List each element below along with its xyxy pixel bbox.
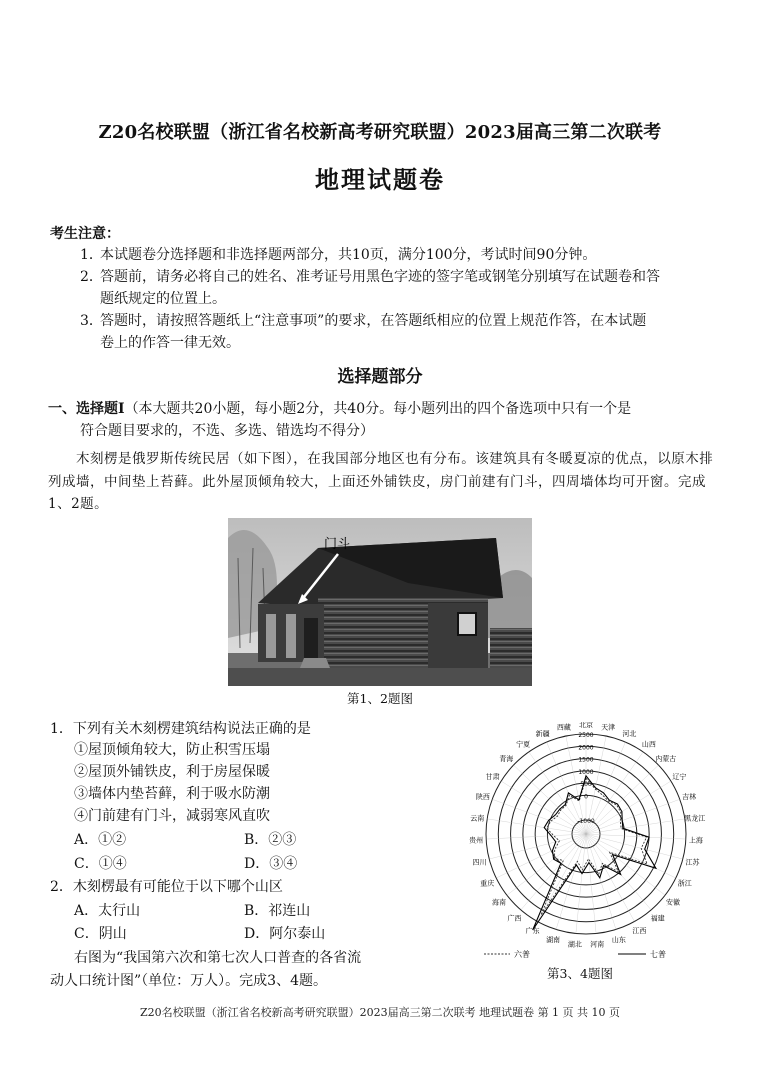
q1-stmt-2: ②屋顶外铺铁皮，利于房屋保暖 xyxy=(74,764,270,780)
notice-item-2 xyxy=(80,266,720,310)
notice-text: 答题时，请按照答题纸上“注意事项”的要求，在答题纸相应的位置上规范作答，在本试题 xyxy=(100,313,647,329)
spoke xyxy=(489,834,586,859)
category-label: 河南 xyxy=(590,940,605,949)
exam-subtitle: 地理试题卷 xyxy=(315,165,445,194)
porch-post xyxy=(286,614,296,658)
notice-item-1 xyxy=(80,244,720,266)
photo-caption: 第1、2题图 xyxy=(347,691,413,706)
category-label: 浙江 xyxy=(677,879,692,888)
q1-stmt-3: ③墙体内垫苔藓，利于吸水防潮 xyxy=(74,786,270,802)
category-label: 湖南 xyxy=(546,935,561,944)
q1-option-b: B．②③ xyxy=(244,832,297,848)
window xyxy=(458,613,476,635)
category-label: 广东 xyxy=(525,927,540,936)
legend-label-2: 七普 xyxy=(650,950,666,959)
notice-item-3 xyxy=(80,310,720,354)
photo-label: 门斗 xyxy=(324,537,351,552)
q2-option-d: D．阿尔泰山 xyxy=(244,926,326,942)
part-label: 一、选择题Ⅰ xyxy=(48,401,125,417)
category-label: 陕西 xyxy=(475,792,490,801)
spoke xyxy=(537,834,586,921)
intro34-line1: 右图为“我国第六次和第七次人口普查的各省流 xyxy=(74,950,362,966)
spoke xyxy=(586,834,616,929)
spoke xyxy=(486,834,586,839)
category-label: 重庆 xyxy=(480,879,495,888)
category-label: 上海 xyxy=(688,836,703,845)
category-label: 甘肃 xyxy=(485,772,500,781)
ring-label: -1000 xyxy=(577,818,595,825)
category-label: 天津 xyxy=(601,723,616,732)
q1-stmt-1: ①屋顶倾角较大，防止积雪压塌 xyxy=(74,742,270,758)
spoke xyxy=(556,834,586,929)
category-label: 广西 xyxy=(507,914,522,923)
category-label: 安徽 xyxy=(665,898,680,907)
category-label: 山西 xyxy=(641,740,656,749)
category-label: 山东 xyxy=(611,935,626,944)
category-label: 黑龙江 xyxy=(684,814,706,823)
notice-num: 1． xyxy=(80,247,103,263)
q2-stem: 2．木刻楞最有可能位于以下哪个山区 xyxy=(50,879,283,895)
category-label: 青海 xyxy=(499,755,514,764)
notice-text-cont: 卷上的作答一律无效。 xyxy=(100,335,240,351)
part-desc-cont: 符合题目要求的，不选、多选、错选均不得分） xyxy=(80,423,374,439)
notice-text: 本试题卷分选择题和非选择题两部分，共10页，满分100分，考试时间90分钟。 xyxy=(100,247,597,263)
category-label: 贵州 xyxy=(469,836,484,845)
q1-stmt-4: ④门前建有门斗，减弱寒风直吹 xyxy=(74,808,270,824)
q1-stem: 1．下列有关木刻楞建筑结构说法正确的是 xyxy=(50,721,311,737)
q2-option-a: A．太行山 xyxy=(74,903,141,919)
q1-option-d: D．③④ xyxy=(244,856,298,872)
spoke xyxy=(586,834,676,878)
spoke xyxy=(492,799,586,834)
notice-num: 2． xyxy=(80,269,103,285)
passage-text: 木刻楞是俄罗斯传统民居（如下图），在我国部分地区也有分布。该建筑具有冬暖夏凉的优点，以原木排列成墙，中间垫上苔藓。此外屋顶倾角较大，上面还外铺铁皮，房门前建有门斗，四周墙体均可开窗。完成1、2题。 xyxy=(48,451,714,512)
notice-text-cont: 题纸规定的位置上。 xyxy=(100,291,226,307)
spoke xyxy=(501,781,586,834)
category-label: 河北 xyxy=(622,729,637,738)
q2-option-b: B．祁连山 xyxy=(244,903,311,919)
porch-post xyxy=(266,614,276,658)
spoke xyxy=(586,799,680,834)
q2-option-c: C．阴山 xyxy=(74,926,127,942)
door xyxy=(304,618,318,658)
chart-caption: 第3、4题图 xyxy=(547,966,613,981)
category-label: 辽宁 xyxy=(672,772,687,781)
notice-heading: 考生注意： xyxy=(50,226,120,242)
category-label: 吉林 xyxy=(682,792,697,801)
grass xyxy=(228,668,532,686)
category-label: 湖北 xyxy=(567,940,582,949)
category-label: 西藏 xyxy=(556,723,571,732)
series-line-2 xyxy=(533,776,656,930)
ring-label: 1000 xyxy=(578,768,594,776)
category-label: 内蒙古 xyxy=(655,755,677,764)
ring-label: 2500 xyxy=(578,732,594,739)
category-label: 江西 xyxy=(632,927,647,936)
ring-label: 500 xyxy=(580,781,592,789)
legend-label-1: 六普 xyxy=(514,950,530,959)
part-desc: （本大题共20小题，每小题2分，共40分。每小题列出的四个备选项中只有一个是 xyxy=(124,401,632,417)
notice-num: 3． xyxy=(80,313,103,329)
steps xyxy=(300,658,330,668)
ring-label: 1500 xyxy=(578,756,594,764)
intro34-line2: 动人口统计图”（单位：万人）。完成3、4题。 xyxy=(50,973,327,989)
spoke xyxy=(586,781,671,834)
migration-radar-chart xyxy=(452,722,720,974)
ring-label: 2000 xyxy=(578,744,594,752)
category-label: 江苏 xyxy=(685,858,700,867)
category-label: 云南 xyxy=(470,814,485,823)
spoke xyxy=(586,834,686,839)
spoke xyxy=(586,834,635,921)
exam-title: Z20名校联盟（浙江省名校新高考研究联盟）2023届高三第二次联考 xyxy=(98,122,662,143)
category-label: 宁夏 xyxy=(516,740,531,749)
q1-option-c: C．①④ xyxy=(74,856,127,872)
ring-label: 0 xyxy=(584,793,588,801)
section-title: 选择题部分 xyxy=(337,367,423,387)
category-label: 海南 xyxy=(492,898,507,907)
notice-text: 答题前，请务必将自己的姓名、准考证号用黑色字迹的签字笔或钢笔分别填写在试题卷和答 xyxy=(100,269,660,285)
spoke xyxy=(586,834,683,859)
category-label: 四川 xyxy=(472,858,487,867)
category-label: 北京 xyxy=(579,722,593,729)
spoke xyxy=(507,834,586,895)
category-label: 福建 xyxy=(650,914,665,923)
q1-option-a: A．①② xyxy=(74,832,127,848)
page-footer: Z20名校联盟（浙江省名校新高考研究联盟）2023届高三第二次联考 地理试题卷 第 1 页 共 10 页 xyxy=(139,1006,621,1019)
log-house-photo xyxy=(228,518,532,686)
category-label: 新疆 xyxy=(535,729,550,738)
fence xyxy=(490,628,532,668)
section-part-header xyxy=(48,398,720,442)
